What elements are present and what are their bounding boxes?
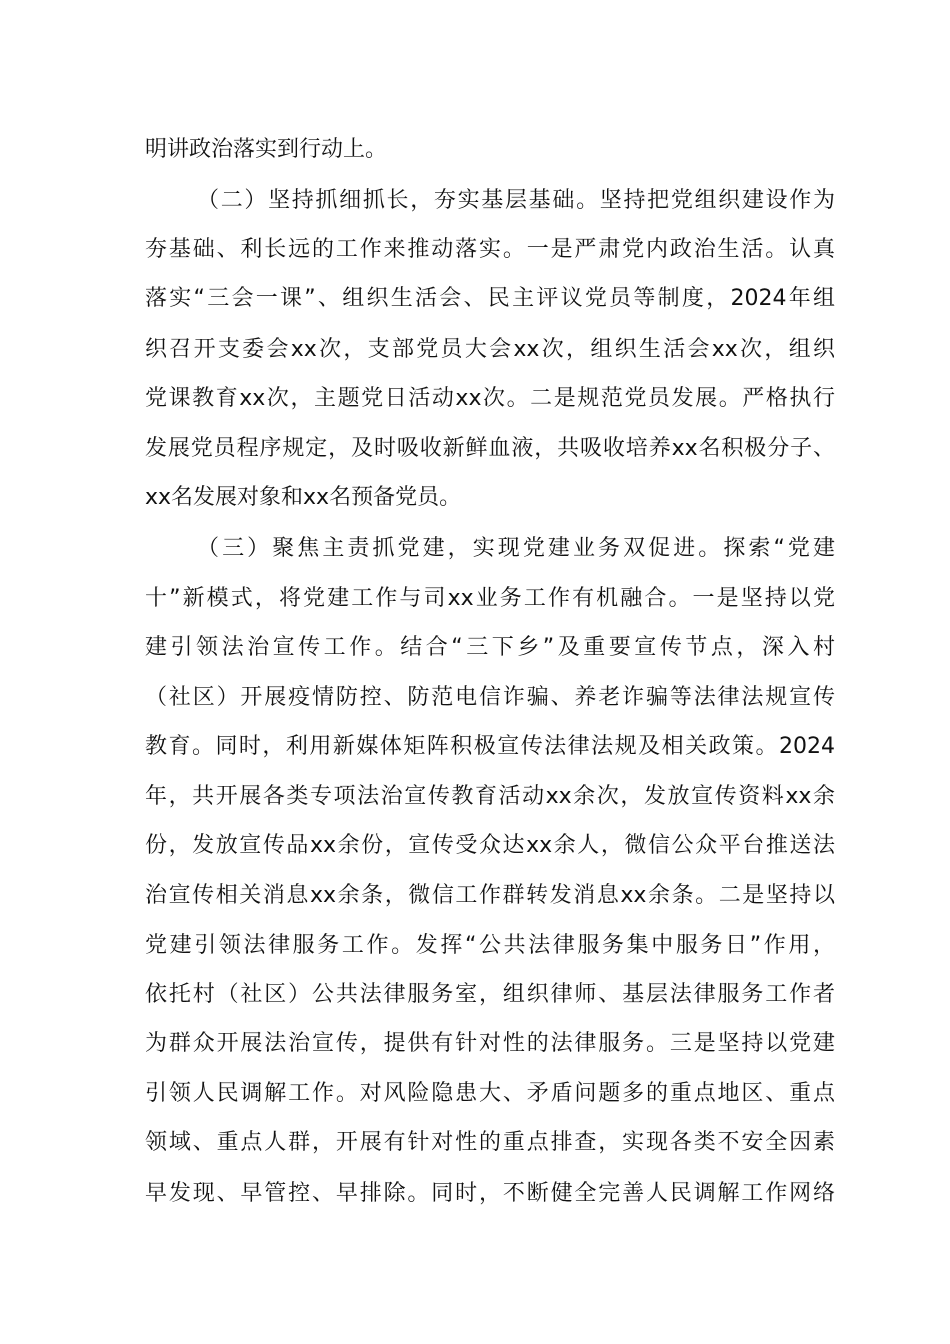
body-text-line: 织召开支委会xx次，支部党员大会xx次，组织生活会xx次，组织 xyxy=(145,337,835,362)
section-heading-line: （二）坚持抓细抓长，夯实基层基础。坚持把党组织建设作为 xyxy=(197,188,835,213)
body-text-line: 党建引领法律服务工作。发挥“公共法律服务集中服务日”作用， xyxy=(145,933,835,958)
body-text-line: 份，发放宣传品xx余份，宣传受众达xx余人，微信公众平台推送法 xyxy=(145,833,835,858)
body-text-line: xx名发展对象和xx名预备党员。 xyxy=(145,485,462,510)
body-text-line: 年，共开展各类专项法治宣传教育活动xx余次，发放宣传资料xx余 xyxy=(145,784,835,809)
body-text-line: 早发现、早管控、早排除。同时，不断健全完善人民调解工作网络 xyxy=(145,1181,835,1206)
body-text-line: 为群众开展法治宣传，提供有针对性的法律服务。三是坚持以党建 xyxy=(145,1031,835,1056)
body-text-line: 建引领法治宣传工作。结合“三下乡”及重要宣传节点，深入村 xyxy=(145,635,835,660)
body-text-line: 依托村（社区）公共法律服务室，组织律师、基层法律服务工作者 xyxy=(145,982,835,1007)
body-text-line: 引领人民调解工作。对风险隐患大、矛盾问题多的重点地区、重点 xyxy=(145,1081,835,1106)
body-text-line: 领域、重点人群，开展有针对性的重点排查，实现各类不安全因素 xyxy=(145,1130,835,1155)
section-heading-line: （三）聚焦主责抓党建，实现党建业务双促进。探索“党建 xyxy=(197,536,835,561)
body-text-line: 落实“三会一课”、组织生活会、民主评议党员等制度，2024年组 xyxy=(145,286,835,311)
body-text-line: 治宣传相关消息xx余条，微信工作群转发消息xx余条。二是坚持以 xyxy=(145,883,835,908)
body-text-line: 发展党员程序规定，及时吸收新鲜血液，共吸收培养xx名积极分子、 xyxy=(145,436,835,461)
body-text-line: （社区）开展疫情防控、防范电信诈骗、养老诈骗等法律法规宣传 xyxy=(145,685,835,710)
body-text-line: 党课教育xx次，主题党日活动xx次。二是规范党员发展。严格执行 xyxy=(145,386,835,411)
body-text-line: 十”新模式，将党建工作与司xx业务工作有机融合。一是坚持以党 xyxy=(145,586,835,611)
body-text-line: 夯基础、利长远的工作来推动落实。一是严肃党内政治生活。认真 xyxy=(145,237,835,262)
body-text-line: 教育。同时，利用新媒体矩阵积极宣传法律法规及相关政策。2024 xyxy=(145,734,835,759)
body-text-line: 明讲政治落实到行动上。 xyxy=(145,137,388,162)
